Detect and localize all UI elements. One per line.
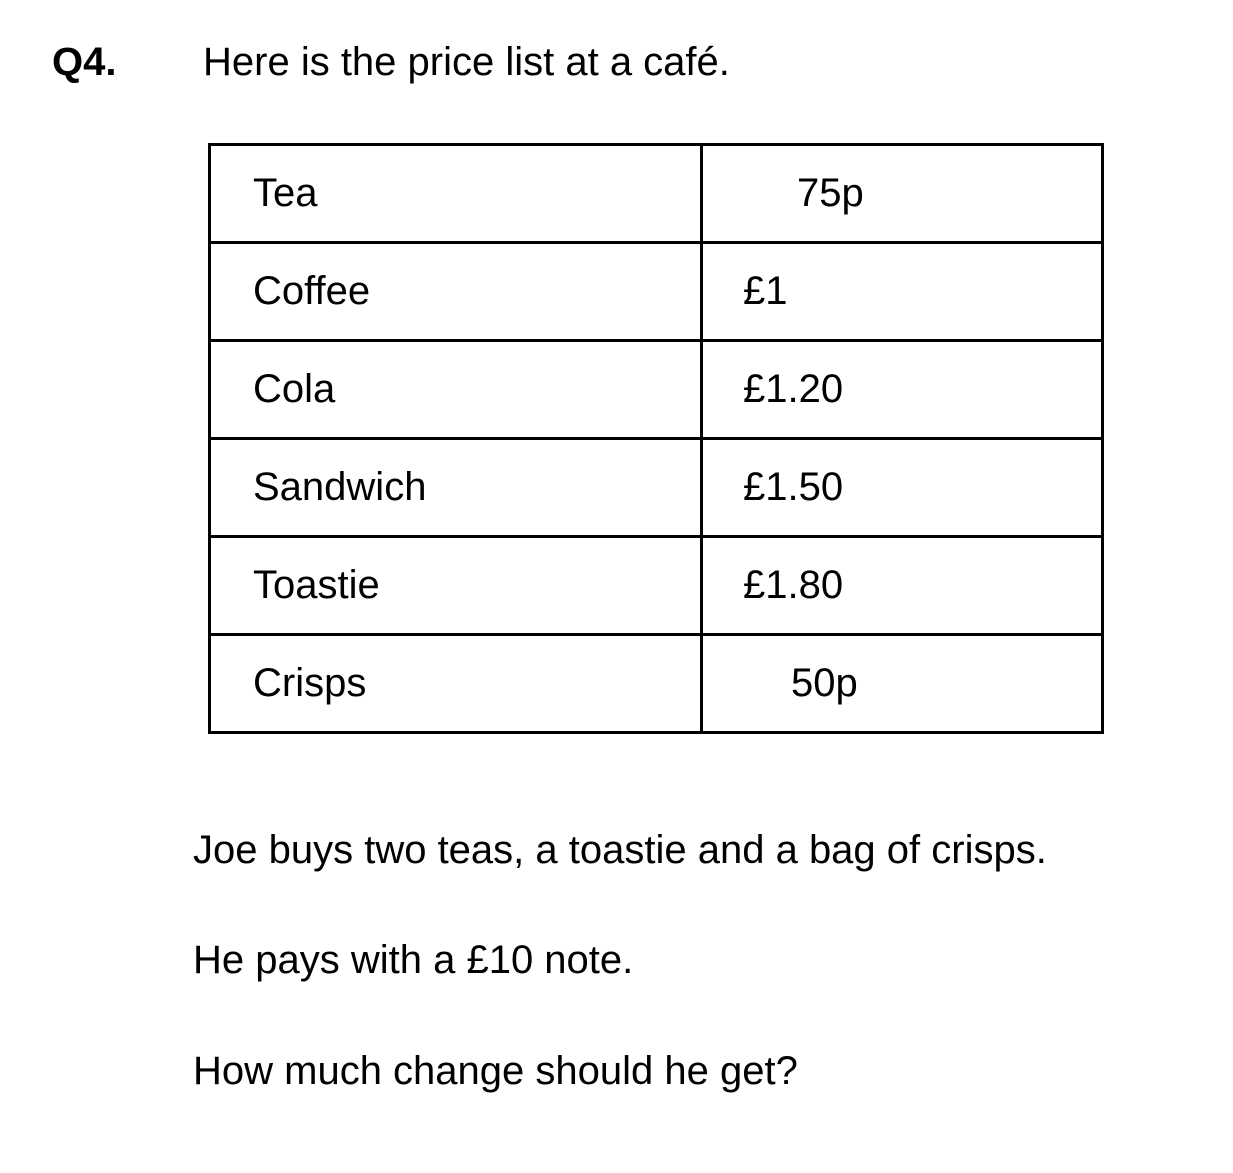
table-row [210, 439, 1103, 537]
table-row [210, 635, 1103, 733]
table-row [210, 145, 1103, 243]
item-price-cell: 50p [702, 635, 1103, 733]
table-row [210, 341, 1103, 439]
question-text-ask: How much change should he get? [193, 1049, 798, 1093]
question-text-payment: He pays with a £10 note. [193, 938, 634, 982]
item-price-cell: 75p [702, 145, 1103, 243]
item-name-cell: Crisps [210, 635, 702, 733]
item-price-cell: £1.80 [702, 537, 1103, 635]
item-price-cell: £1.20 [702, 341, 1103, 439]
table-row [210, 537, 1103, 635]
question-number: Q4. [52, 40, 117, 84]
item-price-cell: £1.50 [702, 439, 1103, 537]
item-name-cell: Cola [210, 341, 702, 439]
price-list-table [208, 143, 1104, 734]
item-name-cell: Sandwich [210, 439, 702, 537]
question-text-purchase: Joe buys two teas, a toastie and a bag of crisps. [193, 828, 1047, 872]
item-price-cell: £1 [702, 243, 1103, 341]
item-name-cell: Coffee [210, 243, 702, 341]
item-name-cell: Toastie [210, 537, 702, 635]
table-row [210, 243, 1103, 341]
item-name-cell: Tea [210, 145, 702, 243]
question-intro: Here is the price list at a café. [203, 40, 730, 84]
